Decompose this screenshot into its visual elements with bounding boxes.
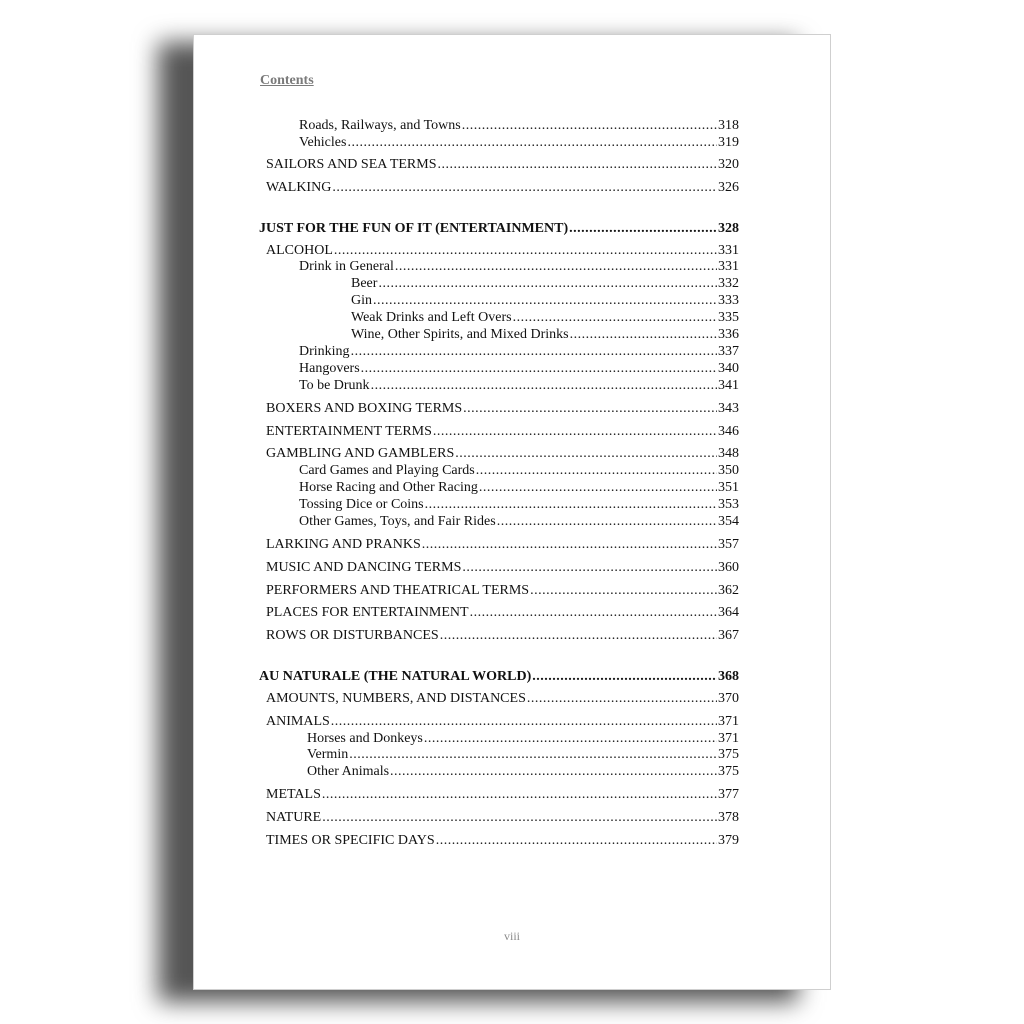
toc-entry-label: ROWS OR DISTURBANCES xyxy=(266,628,439,643)
dot-leader xyxy=(455,445,717,462)
dot-leader xyxy=(424,730,717,747)
toc-section-page: 328 xyxy=(718,221,739,236)
toc-entry-page: 378 xyxy=(718,810,739,825)
toc-entry xyxy=(266,242,739,259)
toc-entry-label: Tossing Dice or Coins xyxy=(299,497,424,512)
toc-entry-page: 371 xyxy=(718,731,739,746)
dot-leader xyxy=(513,309,717,326)
toc-entry-page: 337 xyxy=(718,344,739,359)
toc-entry-label: LARKING AND PRANKS xyxy=(266,537,421,552)
dot-leader xyxy=(462,559,717,576)
dot-leader xyxy=(378,275,717,292)
toc-entry-label: Other Animals xyxy=(307,764,390,779)
toc-entry xyxy=(299,117,739,134)
toc-entry-label: Drink in General xyxy=(299,259,394,274)
toc-entry xyxy=(266,156,739,173)
dot-leader xyxy=(422,536,717,553)
dot-leader xyxy=(361,360,717,377)
toc-section xyxy=(259,220,739,237)
toc-entry-label: ENTERTAINMENT TERMS xyxy=(266,424,432,439)
toc-entry xyxy=(307,763,739,780)
toc-entry-page: 343 xyxy=(718,401,739,416)
toc-entry-page: 350 xyxy=(718,463,739,478)
toc-entry xyxy=(266,423,739,440)
dot-leader xyxy=(425,496,717,513)
toc-entry-page: 360 xyxy=(718,560,739,575)
toc-entry-label: BOXERS AND BOXING TERMS xyxy=(266,401,463,416)
toc-entry-page: 335 xyxy=(718,310,739,325)
toc-entry-label: GAMBLING AND GAMBLERS xyxy=(266,446,455,461)
toc-entry-label: Horse Racing and Other Racing xyxy=(299,480,478,495)
table-of-contents xyxy=(194,35,830,989)
toc-entry-page: 340 xyxy=(718,361,739,376)
toc-entry xyxy=(351,275,739,292)
toc-entry-page: 357 xyxy=(718,537,739,552)
toc-entry xyxy=(266,536,739,553)
dot-leader xyxy=(462,117,717,134)
toc-entry-page: 362 xyxy=(718,583,739,598)
toc-entry-page: 367 xyxy=(718,628,739,643)
toc-entry-label: Beer xyxy=(351,276,378,291)
toc-entry xyxy=(299,377,739,394)
toc-entry-page: 331 xyxy=(718,259,739,274)
toc-entry xyxy=(266,627,739,644)
toc-entry-label: PLACES FOR ENTERTAINMENT xyxy=(266,605,469,620)
toc-entry xyxy=(299,134,739,151)
dot-leader xyxy=(463,400,717,417)
dot-leader xyxy=(433,423,717,440)
toc-entry-page: 379 xyxy=(718,833,739,848)
toc-entry-page: 371 xyxy=(718,714,739,729)
toc-entry-page: 348 xyxy=(718,446,739,461)
toc-entry-page: 346 xyxy=(718,424,739,439)
toc-entry-label: AMOUNTS, NUMBERS, AND DISTANCES xyxy=(266,691,526,706)
dot-leader xyxy=(351,343,717,360)
toc-entry xyxy=(266,582,739,599)
dot-leader xyxy=(331,713,717,730)
dot-leader xyxy=(395,258,717,275)
toc-section-label: AU NATURALE (THE NATURAL WORLD) xyxy=(259,669,532,684)
toc-section-label: JUST FOR THE FUN OF IT (ENTERTAINMENT) xyxy=(259,221,569,236)
toc-entry-page: 318 xyxy=(718,118,739,133)
toc-entry xyxy=(299,479,739,496)
toc-entry-label: ANIMALS xyxy=(266,714,330,729)
toc-entry xyxy=(266,832,739,849)
toc-entry-label: Hangovers xyxy=(299,361,360,376)
dot-leader xyxy=(373,292,717,309)
toc-entry xyxy=(307,730,739,747)
toc-entry-label: Weak Drinks and Left Overs xyxy=(351,310,512,325)
dot-leader xyxy=(527,690,717,707)
toc-entry xyxy=(266,690,739,707)
toc-entry-page: 336 xyxy=(718,327,739,342)
toc-entry-page: 364 xyxy=(718,605,739,620)
dot-leader xyxy=(532,668,717,685)
dot-leader xyxy=(322,809,717,826)
toc-entry-label: METALS xyxy=(266,787,321,802)
toc-entry-label: Vermin xyxy=(307,747,349,762)
toc-entry-label: PERFORMERS AND THEATRICAL TERMS xyxy=(266,583,530,598)
dot-leader xyxy=(476,462,717,479)
toc-entry-label: Gin xyxy=(351,293,372,308)
dot-leader xyxy=(479,479,717,496)
toc-entry-page: 351 xyxy=(718,480,739,495)
page-number: viii xyxy=(503,929,520,943)
toc-entry xyxy=(299,258,739,275)
toc-entry xyxy=(266,713,739,730)
toc-entry-label: Horses and Donkeys xyxy=(307,731,423,746)
dot-leader xyxy=(347,134,717,151)
toc-entry xyxy=(299,462,739,479)
toc-entry xyxy=(266,179,739,196)
document-page xyxy=(193,34,831,990)
toc-entry xyxy=(266,809,739,826)
dot-leader xyxy=(390,763,717,780)
toc-entry-page: 331 xyxy=(718,243,739,258)
dot-leader xyxy=(470,604,717,621)
toc-entry-page: 332 xyxy=(718,276,739,291)
toc-entry-label: ALCOHOL xyxy=(266,243,333,258)
toc-entry-page: 319 xyxy=(718,135,739,150)
dot-leader xyxy=(349,746,717,763)
toc-entry xyxy=(266,445,739,462)
toc-entry xyxy=(266,559,739,576)
toc-entry-label: Roads, Railways, and Towns xyxy=(299,118,461,133)
toc-entry xyxy=(266,400,739,417)
dot-leader xyxy=(569,220,717,237)
dot-leader xyxy=(438,156,717,173)
toc-entry xyxy=(266,786,739,803)
toc-entry-label: WALKING xyxy=(266,180,332,195)
toc-entry xyxy=(299,496,739,513)
toc-section-page: 368 xyxy=(718,669,739,684)
toc-entry-label: Wine, Other Spirits, and Mixed Drinks xyxy=(351,327,569,342)
toc-entry-label: TIMES OR SPECIFIC DAYS xyxy=(266,833,435,848)
toc-entry-page: 353 xyxy=(718,497,739,512)
dot-leader xyxy=(440,627,717,644)
toc-entry-label: Vehicles xyxy=(299,135,347,150)
toc-entry-label: SAILORS AND SEA TERMS xyxy=(266,157,437,172)
dot-leader xyxy=(436,832,717,849)
toc-entry-page: 370 xyxy=(718,691,739,706)
dot-leader xyxy=(371,377,717,394)
toc-entry-page: 320 xyxy=(718,157,739,172)
toc-entry-label: MUSIC AND DANCING TERMS xyxy=(266,560,462,575)
toc-entry-page: 333 xyxy=(718,293,739,308)
toc-entry xyxy=(299,343,739,360)
dot-leader xyxy=(570,326,717,343)
toc-entry-page: 354 xyxy=(718,514,739,529)
toc-entry-page: 377 xyxy=(718,787,739,802)
toc-entry-page: 341 xyxy=(718,378,739,393)
dot-leader xyxy=(332,179,717,196)
toc-entry-label: Other Games, Toys, and Fair Rides xyxy=(299,514,496,529)
toc-entry xyxy=(299,360,739,377)
toc-entry-label: To be Drunk xyxy=(299,378,370,393)
dot-leader xyxy=(322,786,717,803)
toc-entry xyxy=(299,513,739,530)
toc-entry xyxy=(351,292,739,309)
toc-entry xyxy=(307,746,739,763)
toc-entry xyxy=(351,309,739,326)
dot-leader xyxy=(497,513,717,530)
page-header: Contents xyxy=(260,73,314,88)
toc-entry-page: 375 xyxy=(718,747,739,762)
dot-leader xyxy=(530,582,717,599)
toc-entry-page: 375 xyxy=(718,764,739,779)
toc-entry xyxy=(266,604,739,621)
toc-entry-label: Drinking xyxy=(299,344,350,359)
toc-section xyxy=(259,668,739,685)
toc-entry-label: Card Games and Playing Cards xyxy=(299,463,475,478)
toc-entry xyxy=(351,326,739,343)
toc-entry-label: NATURE xyxy=(266,810,322,825)
toc-entry-page: 326 xyxy=(718,180,739,195)
dot-leader xyxy=(334,242,717,259)
